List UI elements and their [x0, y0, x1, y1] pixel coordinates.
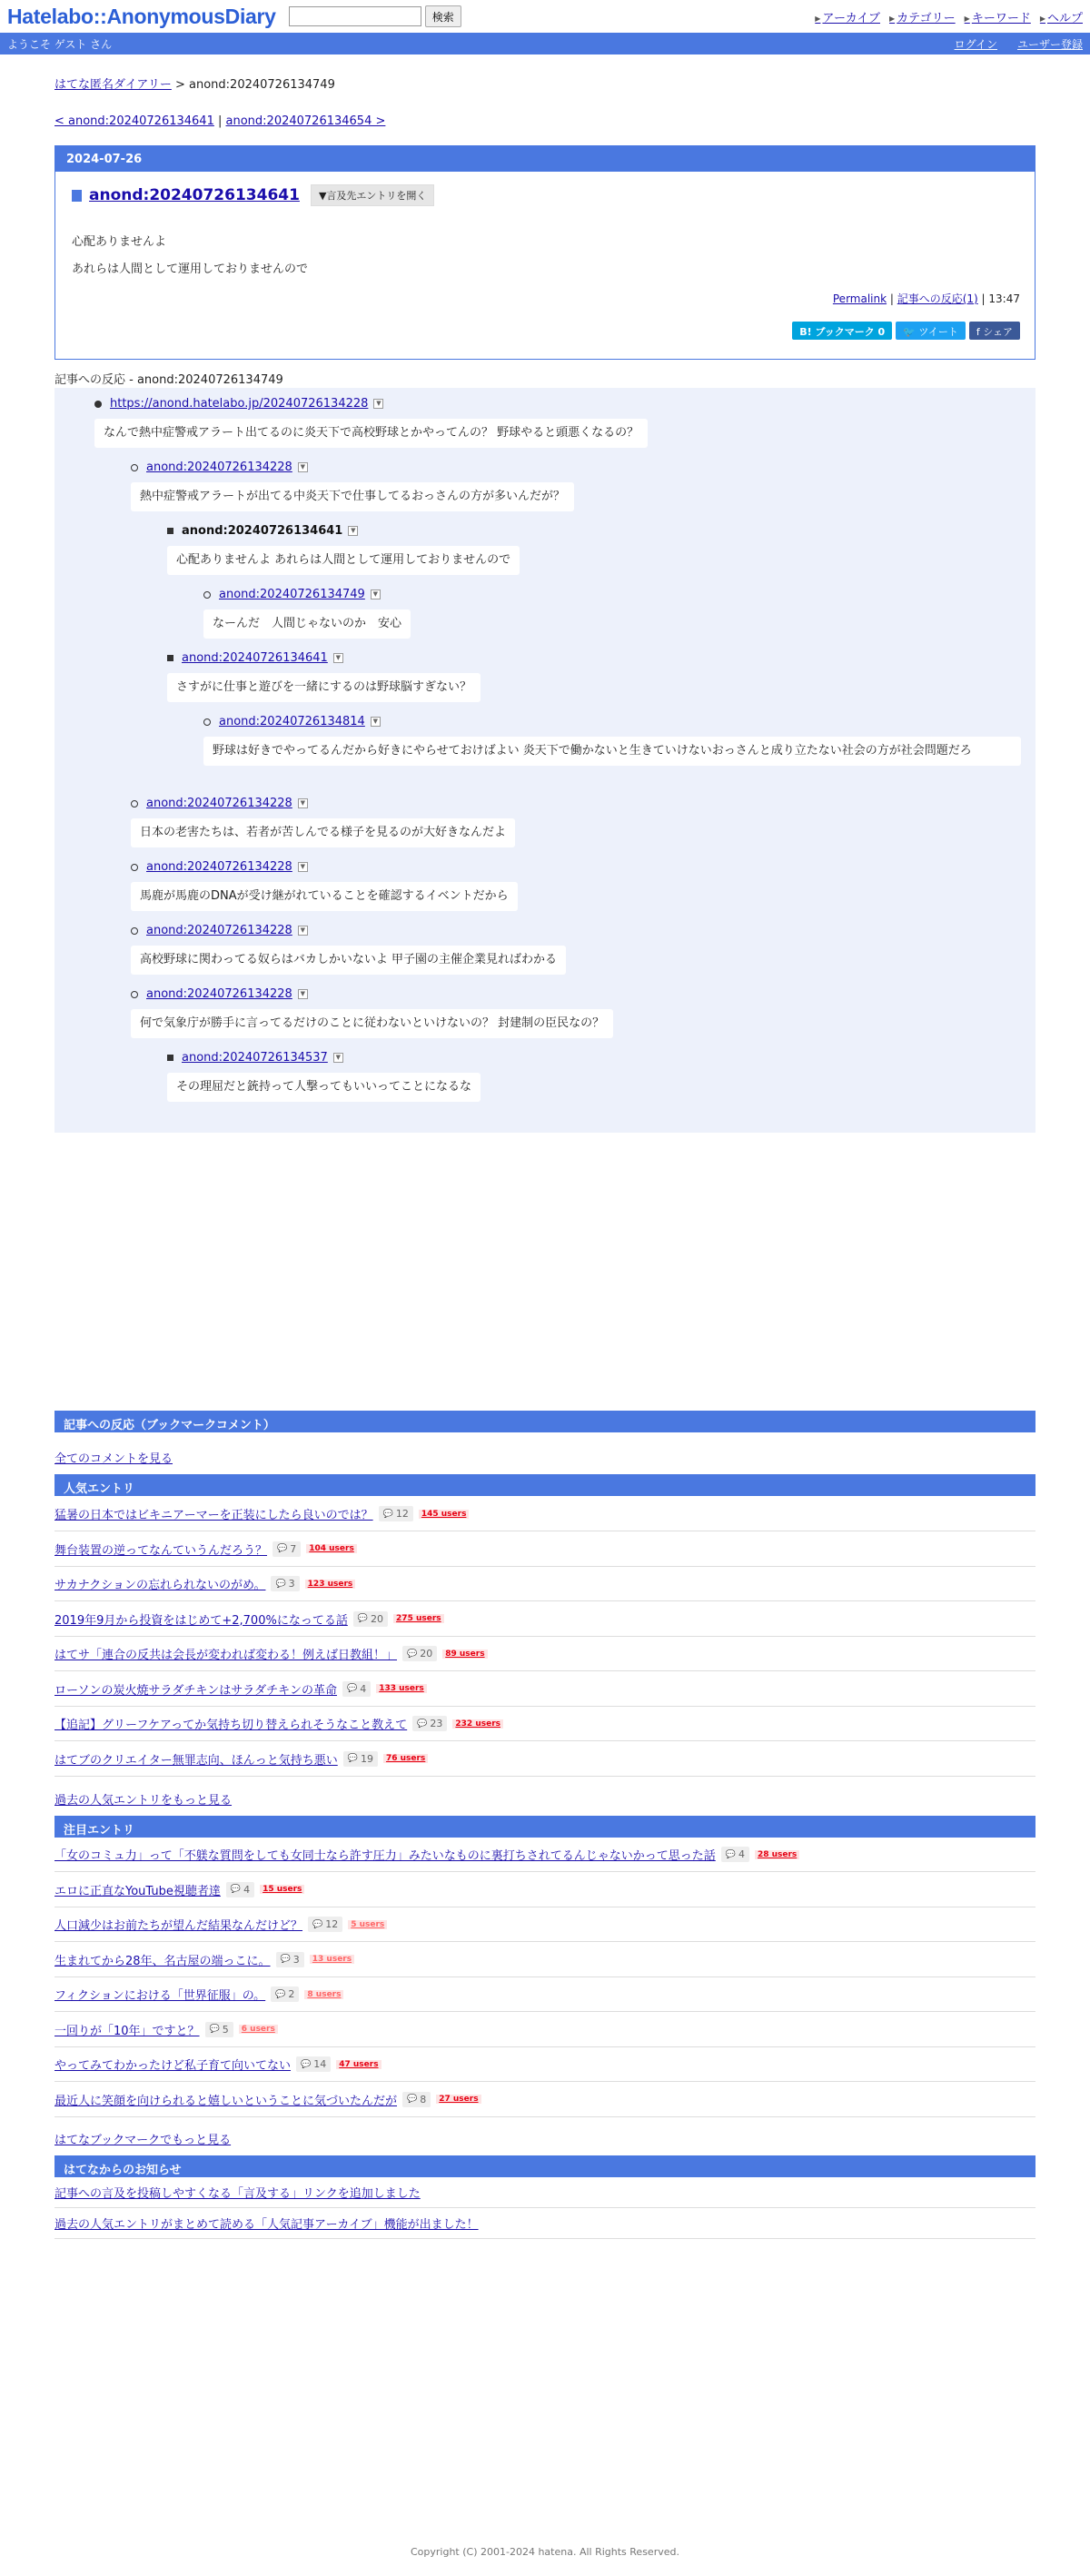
tree-node-text: 心配ありませんよ あれらは人間として運用しておりませんので: [167, 546, 520, 575]
open-reference-button[interactable]: ▼言及先エントリを開く: [311, 184, 434, 206]
bullet: [131, 800, 138, 807]
reactions-link[interactable]: 記事への反応(1): [897, 292, 978, 305]
dropdown-icon[interactable]: ▼: [298, 462, 308, 472]
tree-node-link[interactable]: https://anond.hatelabo.jp/20240726134228: [110, 397, 369, 411]
comment-count-badge[interactable]: 💬 3: [271, 1576, 299, 1591]
welcome-text: ようこそ ゲスト さん: [7, 37, 113, 51]
featured-entry-link[interactable]: フィクションにおける「世界征服」の。: [54, 1989, 266, 2003]
bullet: [167, 528, 173, 534]
tree-node-text: なんで熱中症警戒アラート出てるのに炎天下で高校野球とかやってんの？ 野球やると頭悪くなるの？: [94, 419, 648, 448]
dropdown-icon[interactable]: ▼: [373, 399, 383, 409]
dropdown-icon[interactable]: ▼: [298, 989, 308, 999]
popular-entry-row: [54, 1672, 1036, 1707]
nav-help[interactable]: ▶ ヘルプ: [1040, 8, 1083, 25]
tree-node-text: 熱中症警戒アラートが出てる中炎天下で仕事してるおっさんの方が多いんだが？: [131, 482, 574, 511]
tweet-label: ツイート: [918, 326, 958, 338]
bookmark-users-badge[interactable]: 123 users: [305, 1580, 356, 1589]
entry-title-row: [72, 184, 434, 206]
comment-count-badge[interactable]: 💬 4: [226, 1882, 254, 1897]
bullet: [94, 401, 102, 408]
tree-node: [167, 524, 520, 575]
search-input[interactable]: [289, 6, 421, 26]
reactions-tree-title: 記事への反応 - anond:20240726134749: [54, 370, 1036, 390]
tree-node: [131, 924, 566, 975]
tree-node-link[interactable]: anond:20240726134537: [182, 1051, 328, 1065]
entry-body-line: 心配ありませんよ: [72, 235, 167, 249]
more-popular-link[interactable]: 過去の人気エントリをもっと見る: [54, 1794, 233, 1808]
tree-node-text: 馬鹿が馬鹿のDNAが受け継がれていることを確認するイベントだから: [131, 882, 518, 911]
bookmark-users-badge[interactable]: 89 users: [442, 1650, 487, 1659]
search-button[interactable]: 検索: [425, 5, 461, 27]
bullet: [131, 464, 138, 471]
bullet: [131, 864, 138, 871]
notice-item: [54, 2177, 1036, 2208]
notice-link[interactable]: 記事への言及を投稿しやすくなる「言及する」リンクを追加しました: [54, 2187, 421, 2201]
featured-entry-link[interactable]: やってみてわかったけど私子育て向いてない: [54, 2059, 292, 2073]
tree-node-text: 日本の老害たちは、若者が苦しんでる様子を見るのが大好きなんだよ: [131, 818, 515, 847]
tree-node: [131, 860, 518, 911]
login-link[interactable]: ログイン: [954, 37, 997, 51]
tree-node: [167, 651, 481, 702]
tree-node-link[interactable]: anond:20240726134641: [182, 651, 328, 665]
bullet: [167, 1055, 173, 1061]
tree-node: [131, 797, 515, 847]
popular-entry-link[interactable]: はてブのクリエイター無罪志向、ほんっと気持ち悪い: [54, 1753, 338, 1768]
popular-entry-link[interactable]: 舞台装置の逆ってなんていうんだろう？: [54, 1543, 268, 1558]
all-comments-link[interactable]: 全てのコメントを見る: [54, 1452, 173, 1466]
dropdown-icon[interactable]: ▼: [371, 717, 381, 727]
featured-entry-row: [54, 2013, 1036, 2047]
popular-entry-link[interactable]: サカナクションの忘れられないのがめ。: [54, 1579, 266, 1592]
nav-category[interactable]: ▶ カテゴリー: [889, 8, 956, 25]
featured-entry-link[interactable]: エロに正直なYouTube視聴者達: [54, 1884, 221, 1898]
bookmark-users-badge[interactable]: 47 users: [336, 2060, 381, 2069]
next-entry-link[interactable]: anond:20240726134654 >: [225, 114, 386, 128]
comment-count-badge[interactable]: 💬 3: [276, 1952, 304, 1967]
tree-node-link[interactable]: anond:20240726134228: [146, 987, 292, 1001]
tree-node-current: anond:20240726134641: [182, 524, 343, 538]
breadcrumb-home[interactable]: はてな匿名ダイアリー: [54, 78, 172, 92]
entry-meta: Permalink | 記事への反応(1) | 13:47: [832, 292, 1020, 305]
notice-link[interactable]: 過去の人気エントリがまとめて読める「人気記事アーカイブ」機能が出ました！: [54, 2218, 479, 2232]
popular-entry-link[interactable]: 2019年9月から投資をはじめて+2,700%になってる話: [54, 1613, 348, 1628]
dropdown-icon[interactable]: ▼: [298, 798, 308, 808]
featured-entry-link[interactable]: 「女のコミュ力」って「不躾な質問をしても女同士なら許す圧力」みたいなものに裏打ちされてるんじゃないかって思った話: [54, 1849, 716, 1863]
share-buttons: [792, 322, 1020, 340]
tree-node-link[interactable]: anond:20240726134814: [219, 715, 365, 728]
tree-node: [94, 397, 648, 448]
popular-entry-link[interactable]: ローソンの炭火焼サラダチキンはサラダチキンの革命: [54, 1683, 337, 1698]
comment-count-badge[interactable]: 💬 19: [343, 1751, 378, 1767]
prevnext-sep: |: [213, 114, 226, 128]
footer-copyright: Copyright (C) 2001-2024 hatena. All Rights Reserved.: [411, 2546, 679, 2558]
tree-node-link[interactable]: anond:20240726134228: [146, 797, 292, 810]
welcome-bar: [0, 33, 1090, 54]
featured-entry-link[interactable]: 人口減少はお前たちが望んだ結果なんだけど？: [54, 1919, 303, 1933]
bookmark-users-badge[interactable]: 28 users: [755, 1850, 799, 1859]
bookmark-users-badge[interactable]: 27 users: [436, 2095, 481, 2104]
comment-count-badge[interactable]: 💬 12: [379, 1506, 413, 1521]
popular-entry-row: [54, 1742, 1036, 1777]
tree-node-link[interactable]: anond:20240726134228: [146, 924, 292, 937]
dropdown-icon[interactable]: ▼: [298, 926, 308, 936]
featured-entry-row: [54, 1838, 1036, 1872]
facebook-share-button[interactable]: f シェア: [969, 322, 1020, 340]
entry-date: 2024-07-26: [55, 146, 1035, 172]
hatena-bookmark-button[interactable]: B! ブックマーク 0: [792, 322, 892, 340]
bookmark-users-badge[interactable]: 275 users: [393, 1614, 444, 1623]
tree-node-text: 何で気象庁が勝手に言ってるだけのことに従わないといけないの？ 封建制の臣民なの？: [131, 1009, 613, 1038]
bullet: [131, 927, 138, 935]
bookmark-comments-header: 記事への反応（ブックマークコメント）: [54, 1411, 1036, 1432]
dropdown-icon[interactable]: ▼: [348, 526, 358, 536]
featured-entry-row: [54, 1977, 1036, 2012]
dropdown-icon[interactable]: ▼: [333, 1053, 343, 1063]
bookmark-users-badge[interactable]: 15 users: [260, 1885, 304, 1894]
comment-count-badge[interactable]: 💬 5: [205, 2022, 233, 2037]
prev-entry-link[interactable]: < anond:20240726134641: [54, 114, 214, 128]
popular-entry-row: [54, 1637, 1036, 1671]
bookmark-users-badge[interactable]: 145 users: [419, 1510, 470, 1519]
more-featured-link[interactable]: はてなブックマークでもっと見る: [54, 2134, 232, 2147]
comment-count-badge[interactable]: 💬 8: [402, 2092, 431, 2107]
popular-entry-row: [54, 1567, 1036, 1601]
popular-entry-row: [54, 1497, 1036, 1531]
tree-node-text: その理屈だと銃持って人撃ってもいいってことになるな: [167, 1073, 481, 1102]
comment-count-badge[interactable]: 💬 14: [296, 2056, 331, 2072]
entry-box: [54, 145, 1036, 360]
notice-item: [54, 2208, 1036, 2239]
popular-entry-link[interactable]: 【追記】グリーフケアってか気持ち切り替えられそうなこと教えて: [54, 1719, 408, 1732]
featured-entry-link[interactable]: 最近人に笑顔を向けられると嬉しいということに気づいたんだが: [54, 2094, 398, 2108]
popular-entries-header: 人気エントリ: [54, 1474, 1036, 1496]
prev-next-nav: [54, 114, 385, 128]
site-logo[interactable]: Hatelabo::AnonymousDiary: [7, 4, 276, 28]
dropdown-icon[interactable]: ▼: [298, 862, 308, 872]
tree-node: [131, 461, 574, 511]
bookmark-users-badge[interactable]: 232 users: [452, 1719, 503, 1729]
tree-node-text: 野球は好きでやってるんだから好きにやらせておけばよい 炎天下で働かないと生きていけないおっさんと成り立たない社会の方が社会問題だろ: [203, 737, 1021, 766]
tweet-button[interactable]: 🐦 ツイート: [896, 322, 966, 340]
comment-count-badge[interactable]: 💬 2: [271, 1986, 299, 2002]
entry-title[interactable]: anond:20240726134641: [89, 186, 300, 204]
reactions-tree: [54, 388, 1036, 1133]
tree-node-link[interactable]: anond:20240726134228: [146, 461, 292, 474]
tree-node-text: 高校野球に関わってる奴らはバカしかいないよ 甲子園の主催企業見ればわかる: [131, 946, 566, 975]
popular-entry-link[interactable]: 猛暑の日本ではビキニアーマーを正装にしたら良いのでは？: [54, 1509, 373, 1522]
comment-count-badge[interactable]: 💬 20: [402, 1646, 437, 1661]
bullet: [203, 591, 211, 599]
share-label: シェア: [983, 326, 1013, 338]
dropdown-icon[interactable]: ▼: [333, 653, 343, 663]
tree-node-link[interactable]: anond:20240726134749: [219, 588, 365, 601]
dropdown-icon[interactable]: ▼: [371, 590, 381, 599]
bookmark-users-badge[interactable]: 5 users: [348, 1920, 387, 1929]
permalink[interactable]: Permalink: [832, 292, 887, 305]
comment-count-badge[interactable]: 💬 7: [272, 1541, 301, 1557]
featured-entry-link[interactable]: 一回りが「10年」ですと？: [54, 2024, 200, 2038]
popular-entry-row: [54, 1532, 1036, 1567]
bullet: [203, 718, 211, 726]
nav-keyword[interactable]: ▶ キーワード: [965, 8, 1031, 25]
tree-node-text: なーんだ 人間じゃないのか 安心: [203, 609, 411, 639]
tree-node: [203, 588, 411, 639]
tree-node: [203, 715, 1021, 766]
bookmark-users-badge[interactable]: 6 users: [239, 2025, 278, 2034]
bookmark-users-badge[interactable]: 76 users: [383, 1754, 428, 1763]
bookmark-users-badge[interactable]: 8 users: [304, 1990, 343, 1999]
top-nav: [806, 8, 1083, 25]
featured-entry-row: [54, 1873, 1036, 1907]
entry-marker-icon: [72, 190, 82, 202]
comment-count-badge[interactable]: 💬 12: [308, 1917, 342, 1932]
featured-entries-header: 注目エントリ: [54, 1816, 1036, 1838]
tree-node-text: さすがに仕事と遊びを一緒にするのは野球脳すぎない？: [167, 673, 481, 702]
tree-node-link[interactable]: anond:20240726134228: [146, 860, 292, 874]
comment-count-badge[interactable]: 💬 20: [353, 1611, 388, 1627]
bullet: [131, 991, 138, 998]
breadcrumb: [54, 74, 335, 92]
comment-count-badge[interactable]: 💬 4: [721, 1847, 749, 1862]
featured-entry-link[interactable]: 生まれてから28年、名古屋の端っこに。: [54, 1954, 271, 1968]
tree-node: [131, 987, 613, 1038]
featured-entry-row: [54, 1943, 1036, 1977]
bookmark-users-badge[interactable]: 133 users: [376, 1684, 427, 1693]
bookmark-users-badge[interactable]: 13 users: [310, 1955, 354, 1964]
bullet: [167, 655, 173, 661]
register-link[interactable]: ユーザー登録: [1016, 37, 1083, 51]
popular-entry-row: [54, 1707, 1036, 1741]
bookmark-users-badge[interactable]: 104 users: [306, 1544, 357, 1553]
top-bar: [0, 0, 1090, 33]
tree-node: [167, 1051, 481, 1102]
popular-entry-row: [54, 1602, 1036, 1637]
entry-time: 13:47: [988, 292, 1020, 305]
entry-body-line: あれらは人間として運用しておりませんので: [72, 263, 309, 276]
comment-count-badge[interactable]: 💬 4: [342, 1681, 371, 1697]
popular-entry-link[interactable]: はてサ「連合の反共は会長が変われば変わる！例えば日教組！」: [54, 1649, 398, 1662]
breadcrumb-sep: >: [171, 78, 190, 92]
featured-entry-row: [54, 2047, 1036, 2082]
nav-archive[interactable]: ▶ アーカイブ: [815, 8, 880, 25]
comment-count-badge[interactable]: 💬 23: [412, 1716, 447, 1731]
featured-entry-row: [54, 2083, 1036, 2117]
breadcrumb-current: anond:20240726134749: [189, 78, 335, 92]
featured-entry-row: [54, 1907, 1036, 1942]
notices-header: はてなからのお知らせ: [54, 2155, 1036, 2177]
